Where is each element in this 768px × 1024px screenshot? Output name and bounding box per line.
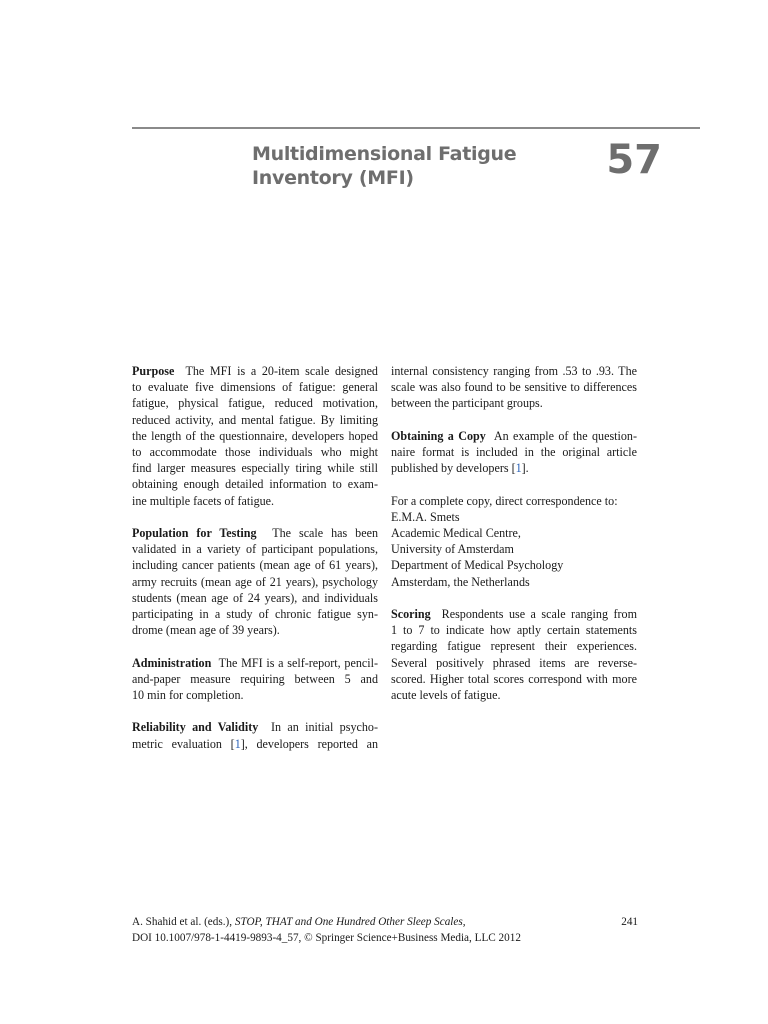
header-rule [132,127,700,129]
purpose-line: The MFI is a 20-item scale designed [185,364,378,378]
purpose-line: ine multiple facets of fatigue. [132,493,275,508]
obtaining-section [391,428,637,477]
page-number: 241 [621,916,638,928]
chapter-title-line-2: Inventory (MFI) [252,167,414,189]
scoring-line: Respondents use a scale ranging from [441,607,637,621]
scoring-section [391,606,637,703]
purpose-line: reduced activity, and mental fatigue. By limiting [132,412,378,427]
address-line: E.M.A. Smets [391,509,460,524]
population-line: including cancer patients (mean age of 61 years), [132,558,378,573]
reliability-heading: Reliability and Validity [132,720,259,735]
population-line: The scale has been [272,526,378,541]
reliability-line: internal consistency ranging from .53 to .93. The [391,364,637,378]
population-line: validated in a variety of participant populations, [132,542,378,557]
scoring-line: acute levels of fatigue. [391,688,501,703]
obtaining-line: published by developers [ [391,461,516,476]
address-line: Academic Medical Centre, [391,526,521,540]
purpose-section [132,363,378,509]
administration-heading: Administration [132,655,212,670]
reliability-line: between the participant groups. [391,396,543,411]
left-column [132,363,378,752]
chapter-title-line-1: Multidimensional Fatigue [252,143,517,165]
reliability-line: In an initial psycho- [270,720,378,735]
correspondence-section [391,493,637,590]
scoring-line: Several positively phrased items are reverse- [391,655,637,670]
address-line: Amsterdam, the Netherlands [391,574,530,589]
purpose-line: find larger measures especially tiring while still [132,461,378,476]
address-line: University of Amsterdam [391,542,514,557]
page-footer [132,915,638,946]
reliability-continued [391,363,637,412]
population-line: drome (mean age of 39 years). [132,623,280,638]
administration-line: The MFI is a self-report, pencil- [218,655,378,670]
scoring-line: scored. Higher total scores correspond with more [391,671,637,686]
scoring-line: 1 to 7 to indicate how aptly certain statements [391,623,637,638]
address-line: Department of Medical Psychology [391,558,564,573]
purpose-line: obtaining enough detailed information to exam- [132,477,378,492]
population-heading: Population for Testing [132,526,257,541]
doi-line: DOI 10.1007/978-1-4419-9893-4_57, © Springer Science+Business Media, LLC 2012 [132,931,521,944]
reliability-section [132,719,378,751]
purpose-heading: Purpose [132,364,175,378]
chapter-number: 57 [606,137,662,183]
citation [132,915,638,931]
population-section [132,525,378,638]
citation-authors: A. Shahid et al. (eds.), [132,916,235,928]
citation-book-title: STOP, THAT and One Hundred Other Sleep Scales, [234,916,466,928]
purpose-line: the length of the questionnaire, developers hoped [132,428,378,443]
right-column [391,363,637,719]
correspondence-intro: For a complete copy, direct correspondence to: [391,493,618,508]
obtaining-line: ]. [521,461,529,476]
scoring-line: regarding fatigue represent their experiences. [391,639,637,654]
reliability-line: ], developers reported an [240,736,378,751]
administration-line: 10 min for completion. [132,688,244,703]
population-line: army recruits (mean age of 21 years), psychology [132,574,378,589]
reliability-line: scale was also found to be sensitive to differences [391,380,637,395]
administration-line: and-paper measure requiring between 5 and [132,671,378,686]
obtaining-line: naire format is included in the original article [391,445,637,459]
administration-section [132,655,378,704]
reliability-line: metric evaluation [ [132,736,235,751]
scoring-heading: Scoring [391,607,431,621]
population-line: students (mean age of 24 years), and individuals [132,590,378,605]
reference-link[interactable]: 1 [515,461,522,476]
chapter-title [252,142,572,190]
obtaining-heading: Obtaining a Copy [391,428,486,443]
reference-link[interactable]: 1 [234,736,241,751]
purpose-line: to evaluate five dimensions of fatigue: general [132,380,378,395]
population-line: participating in a study of chronic fatigue syn- [132,607,378,622]
purpose-line: to accommodate those individuals who might [132,445,378,460]
purpose-line: fatigue, physical fatigue, reduced motivation, [132,396,378,411]
obtaining-line: An example of the question- [493,428,637,443]
